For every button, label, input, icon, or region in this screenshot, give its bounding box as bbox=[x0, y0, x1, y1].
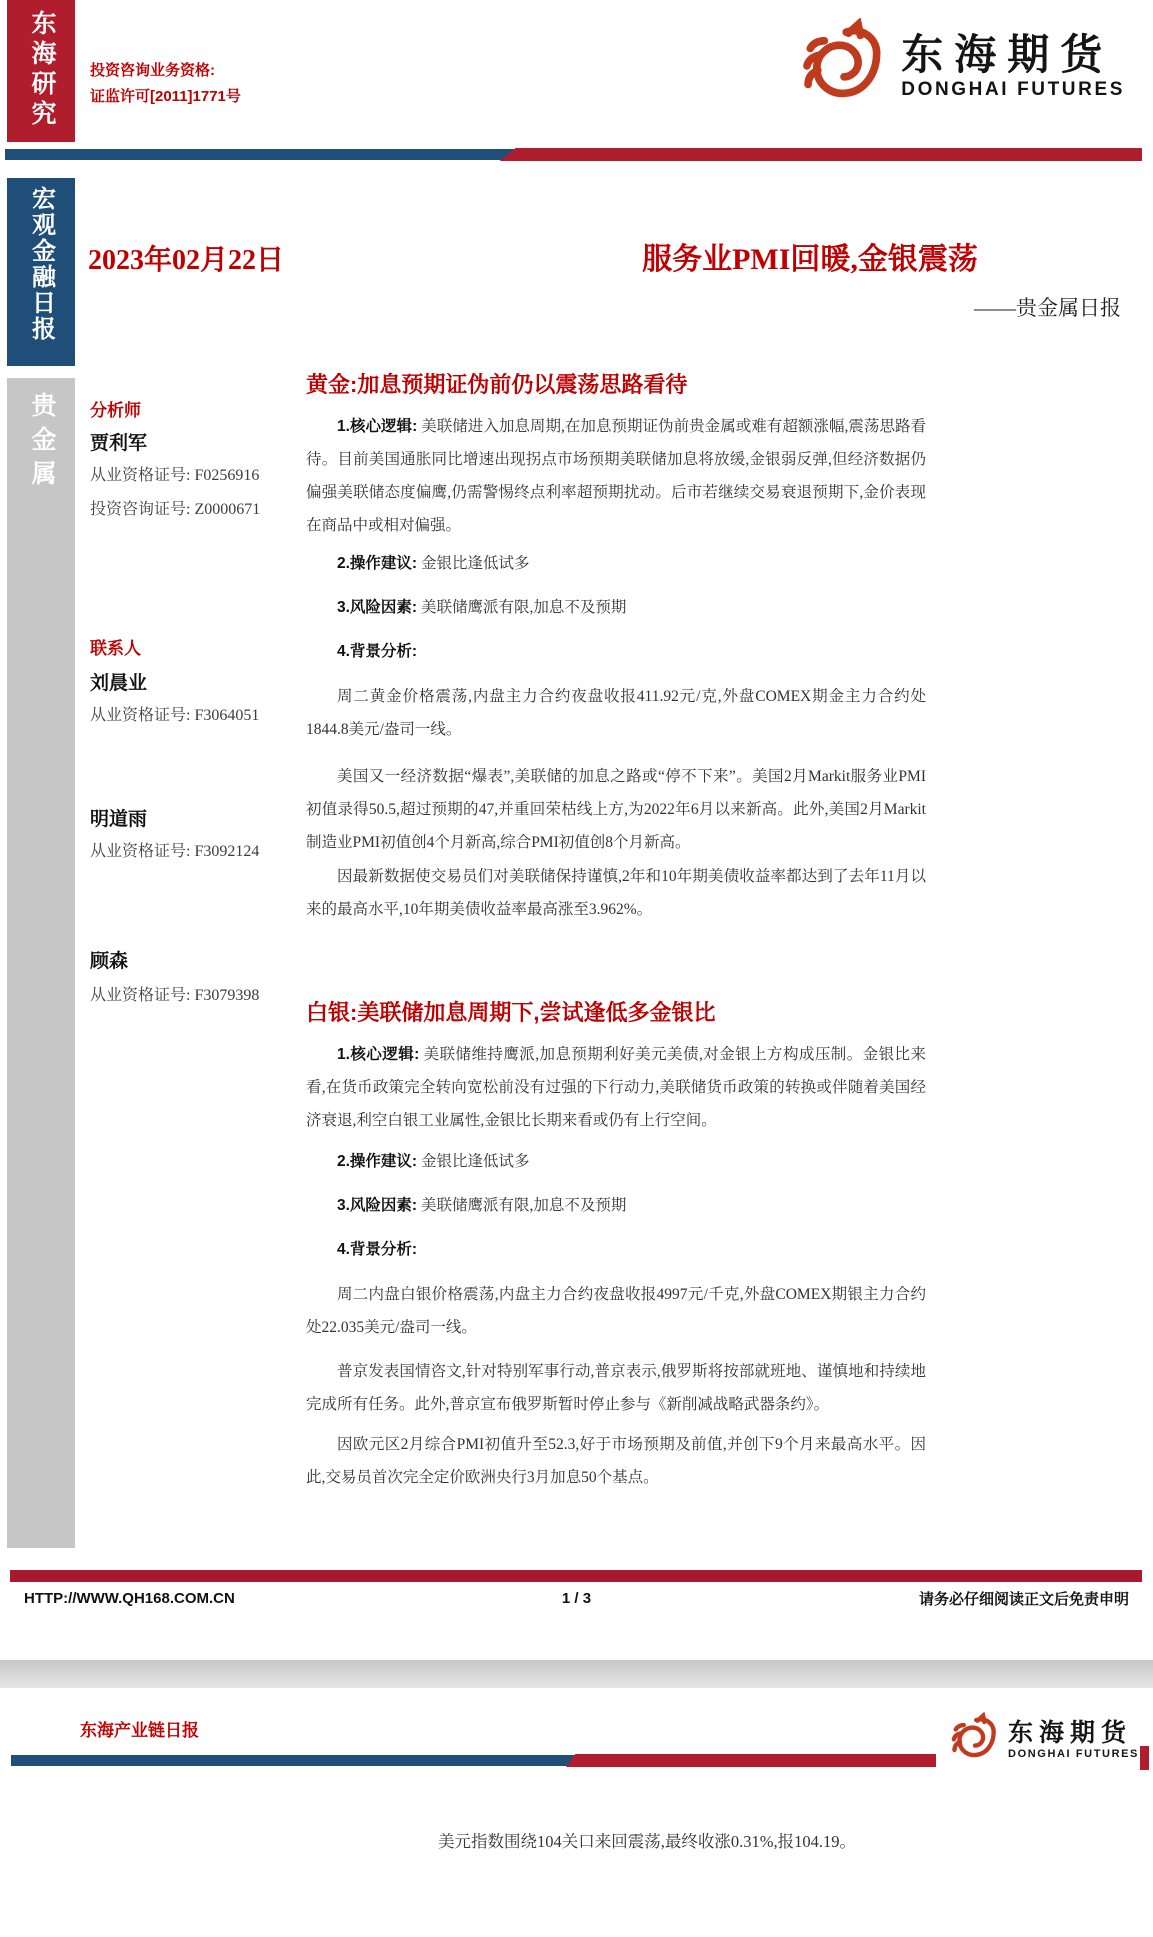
footer-divider-bar bbox=[10, 1570, 1142, 1582]
contact-cert: 从业资格证号: F3064051 bbox=[90, 707, 260, 724]
gold-background-label: 4.背景分析: bbox=[337, 643, 418, 660]
page2-divider-red-segment bbox=[566, 1754, 936, 1767]
gold-background-paragraph: 美国又一经济数据“爆表”,美联储的加息之路或“停不下来”。美国2月Markit服务业PMI初值录得50.5,超过预期的47,并重回荣枯线上方,为2022年6月以来新高。此外,美国2月Markit制造业PMI初值创4个月新高,综合PMI初值创8个月新高。 bbox=[306, 768, 926, 851]
sidebar-category-label: 贵金属 bbox=[28, 392, 55, 494]
analyst-cert-practice: 从业资格证号: F0256916 bbox=[90, 467, 260, 484]
section-heading-silver: 白银:美联储加息周期下,尝试逢低多金银比 bbox=[306, 1000, 716, 1025]
report-subtitle: ——贵金属日报 bbox=[974, 296, 1121, 320]
gold-advice-paragraph bbox=[306, 547, 926, 580]
page-number: 1 / 3 bbox=[561, 1590, 592, 1607]
page2-divider-bar bbox=[11, 1754, 936, 1767]
sidebar-category bbox=[7, 378, 75, 1548]
contact-name: 明道雨 bbox=[90, 809, 148, 830]
page-separator bbox=[0, 1660, 1153, 1688]
silver-background-paragraph: 周二内盘白银价格震荡,内盘主力合约夜盘收报4997元/千克,外盘COMEX期银主力合约处22.035美元/盎司一线。 bbox=[306, 1286, 926, 1336]
brand-box bbox=[7, 0, 75, 142]
footer-url: HTTP://WWW.QH168.COM.CN bbox=[24, 1590, 235, 1607]
silver-advice-text: 金银比逢低试多 bbox=[420, 1153, 530, 1170]
silver-background-paragraph: 因欧元区2月综合PMI初值升至52.3,好于市场预期及前值,并创下9个月来最高水平。因此,交易员首次完全定价欧洲央行3月加息50个基点。 bbox=[306, 1436, 926, 1486]
silver-core-logic-paragraph bbox=[306, 1038, 926, 1137]
gold-core-logic-text: 美联储进入加息周期,在加息预期证伪前贵金属或难有超额涨幅,震荡思路看待。目前美国通胀同比增速出现拐点市场预期美联储加息将放缓,金银弱反弹,但经济数据仍偏强美联储态度偏鹰,仍需警惕终点利率超预期扰动。后市若继续交易衰退预期下,金价表现在商品中或相对偏强。 bbox=[306, 418, 927, 534]
analyst-name: 贾利军 bbox=[90, 433, 148, 454]
contact-name: 刘晨业 bbox=[90, 673, 148, 694]
gold-advice-label: 2.操作建议: bbox=[337, 555, 418, 572]
top-divider-red-segment bbox=[500, 148, 1142, 161]
silver-risk-label: 3.风险因素: bbox=[337, 1197, 418, 1214]
gold-risk-text: 美联储鹰派有限,加息不及预期 bbox=[420, 599, 627, 616]
contact-name: 顾森 bbox=[90, 951, 129, 972]
qualification-line2: 证监许可[2011]1771号 bbox=[90, 88, 241, 105]
silver-advice-label: 2.操作建议: bbox=[337, 1153, 418, 1170]
logo-text bbox=[901, 33, 1125, 101]
dragon-icon bbox=[795, 18, 893, 116]
analyst-label: 分析师 bbox=[90, 401, 141, 420]
top-divider-blue-segment bbox=[5, 149, 528, 160]
contact-cert: 从业资格证号: F3079398 bbox=[90, 987, 260, 1004]
top-divider-bar bbox=[5, 148, 1142, 161]
qualification-text bbox=[90, 58, 241, 110]
gold-background-paragraph: 周二黄金价格震荡,内盘主力合约夜盘收报411.92元/克,外盘COMEX期金主力合约处1844.8美元/盎司一线。 bbox=[306, 688, 926, 738]
analyst-cert-advisory: 投资咨询证号: Z0000671 bbox=[90, 501, 261, 518]
logo-en: DONGHAI FUTURES bbox=[901, 79, 1125, 101]
logo-cn: 东海期货 bbox=[1008, 1720, 1133, 1748]
page2-donghai-logo bbox=[947, 1712, 1139, 1768]
page2-divider-blue-segment bbox=[11, 1755, 585, 1766]
silver-risk-paragraph bbox=[306, 1189, 926, 1222]
brand-box-label: 东海研究 bbox=[28, 10, 55, 130]
section-heading-gold: 黄金:加息预期证伪前仍以震荡思路看待 bbox=[306, 372, 688, 397]
gold-risk-paragraph bbox=[306, 591, 926, 624]
contact-label: 联系人 bbox=[90, 639, 141, 658]
logo-cn: 东海期货 bbox=[901, 32, 1114, 79]
gold-background-label-paragraph bbox=[306, 635, 926, 668]
qualification-line1: 投资咨询业务资格: bbox=[90, 62, 215, 79]
gold-background-paragraph: 因最新数据使交易员们对美联储保持谨慎,2年和10年期美债收益率都达到了去年11月以来的最高水平,10年期美债收益率最高涨至3.962%。 bbox=[306, 868, 926, 918]
dragon-icon bbox=[947, 1712, 1003, 1768]
sidebar-report-type bbox=[7, 178, 75, 366]
page2-logo-text bbox=[1008, 1720, 1139, 1760]
page2-logo-red-mark bbox=[1140, 1746, 1149, 1770]
gold-advice-text: 金银比逢低试多 bbox=[420, 555, 530, 572]
silver-background-paragraph: 普京发表国情咨文,针对特别军事行动,普京表示,俄罗斯将按部就班地、谨慎地和持续地完成所有任务。此外,普京宣布俄罗斯暂时停止参与《新削减战略武器条约》。 bbox=[306, 1363, 926, 1413]
page2-header-title: 东海产业链日报 bbox=[80, 1721, 199, 1740]
contact-cert: 从业资格证号: F3092124 bbox=[90, 843, 260, 860]
footer-disclaimer: 请务必仔细阅读正文后免责申明 bbox=[918, 1591, 1129, 1608]
silver-advice-paragraph bbox=[306, 1145, 926, 1178]
sidebar-report-type-label: 宏观金融日报 bbox=[27, 186, 54, 342]
silver-background-label: 4.背景分析: bbox=[337, 1241, 418, 1258]
silver-background-label-paragraph bbox=[306, 1233, 926, 1266]
silver-core-logic-label: 1.核心逻辑: bbox=[337, 1046, 420, 1063]
footer bbox=[24, 1588, 1129, 1609]
silver-risk-text: 美联储鹰派有限,加息不及预期 bbox=[420, 1197, 627, 1214]
page2-body-text: 美元指数围绕104关口来回震荡,最终收涨0.31%,报104.19。 bbox=[438, 1832, 856, 1851]
report-date: 2023年02月22日 bbox=[88, 245, 285, 276]
report-page-2 bbox=[0, 1688, 1153, 1937]
gold-core-logic-label: 1.核心逻辑: bbox=[337, 418, 418, 435]
gold-core-logic-paragraph bbox=[306, 410, 926, 542]
donghai-logo bbox=[795, 18, 1125, 116]
report-title: 服务业PMI回暖,金银震荡 bbox=[642, 243, 978, 276]
silver-core-logic-text: 美联储维持鹰派,加息预期利好美元美债,对金银上方构成压制。金银比来看,在货币政策完全转向宽松前没有过强的下行动力,美联储货币政策的转换或伴随着美国经济衰退,利空白银工业属性,金银比长期来看或仍有上行空间。 bbox=[306, 1046, 926, 1129]
gold-risk-label: 3.风险因素: bbox=[337, 599, 418, 616]
logo-en: DONGHAI FUTURES bbox=[1008, 1747, 1139, 1760]
